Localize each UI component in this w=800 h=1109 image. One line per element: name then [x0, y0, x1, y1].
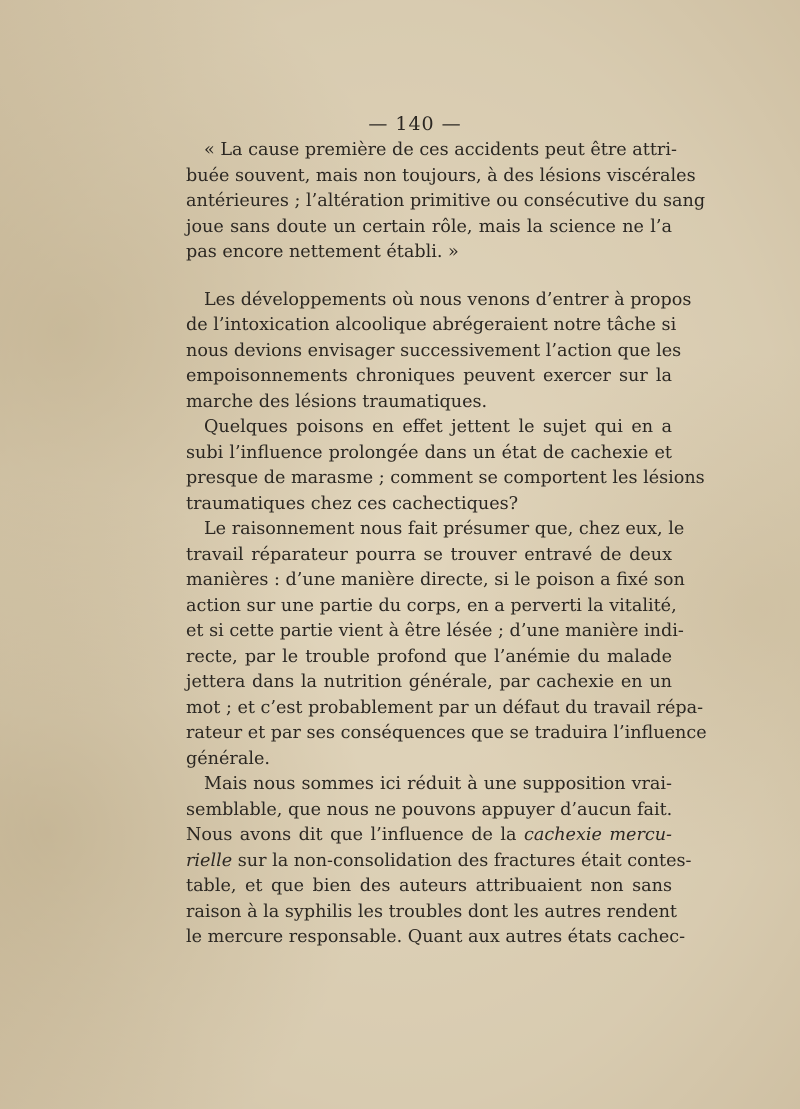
text-line: Les développements où nous venons d’entrer à propos [204, 289, 692, 310]
text-line: rateur et par ses conséquences que se traduira l’influence [186, 723, 707, 743]
text-line: de l’intoxication alcoolique abrégeraient notre tâche si [186, 315, 677, 335]
body-text [186, 138, 707, 951]
paragraph-quotation [186, 138, 706, 266]
text-line: recte, par le trouble profond que l’anémie du malade [186, 646, 672, 667]
page-number: — 140 — [368, 113, 462, 135]
text-line: empoisonnements chroniques peuvent exercer sur la [186, 366, 672, 386]
text-line: buée souvent, mais non toujours, à des lésions viscérales [186, 165, 696, 186]
text-line: raison à la syphilis les troubles dont les autres rendent [186, 901, 677, 922]
text-line: manières : d’une manière directe, si le poison a fixé son [186, 570, 685, 590]
text-line: le mercure responsable. Quant aux autres états cachec- [186, 927, 686, 947]
text-line: et si cette partie vient à être lésée ; d’une manière indi- [186, 621, 684, 641]
text-line: pas encore nettement établi. » [186, 242, 459, 262]
text-line: travail réparateur pourra se trouver entravé de deux [186, 544, 672, 565]
text-line: nous devions envisager successivement l’action que les [186, 340, 682, 361]
paragraph [186, 288, 692, 416]
text-line: traumatiques chez ces cachectiques? [186, 493, 519, 514]
text-line: joue sans doute un certain rôle, mais la science ne l’a [186, 216, 672, 237]
text-line: subi l’influence prolongée dans un état de cachexie et [186, 442, 672, 463]
text-line: Quelques poisons en effet jettent le sujet qui en a [204, 417, 672, 437]
text-line: marche des lésions traumatiques. [186, 391, 488, 412]
paragraph-gap [186, 266, 672, 288]
paragraph [186, 415, 705, 517]
text-line-with-italic [186, 823, 672, 849]
text-line: Le raisonnement nous fait présumer que, chez eux, le [204, 519, 685, 539]
italic-term: rielle [186, 850, 233, 871]
text-line: Mais nous sommes ici réduit à une supposition vrai- [204, 774, 672, 794]
paragraph [186, 517, 707, 772]
text-line: jettera dans la nutrition générale, par cachexie en un [186, 672, 672, 692]
text-line: semblable, que nous ne pouvons appuyer d’aucun fait. [186, 799, 673, 820]
text-line: action sur une partie du corps, en a perverti la vitalité, [186, 595, 677, 616]
text-line: « La cause première de ces accidents peut être attri- [204, 140, 677, 160]
italic-term: cachexie mercu- [524, 825, 672, 845]
paragraph [186, 772, 692, 951]
text-line: table, et que bien des auteurs attribuaient non sans [186, 876, 672, 896]
text-fragment: Nous avons dit que l’influence de la [186, 825, 517, 845]
text-line: mot ; et c’est probablement par un défaut du travail répa- [186, 697, 704, 718]
text-line: antérieures ; l’altération primitive ou consécutive du sang [186, 191, 706, 211]
text-line: générale. [186, 748, 270, 769]
text-line: rielle sur la non-consolidation des fractures était contes- [186, 850, 692, 871]
text-line: presque de marasme ; comment se comportent les lésions [186, 468, 705, 488]
